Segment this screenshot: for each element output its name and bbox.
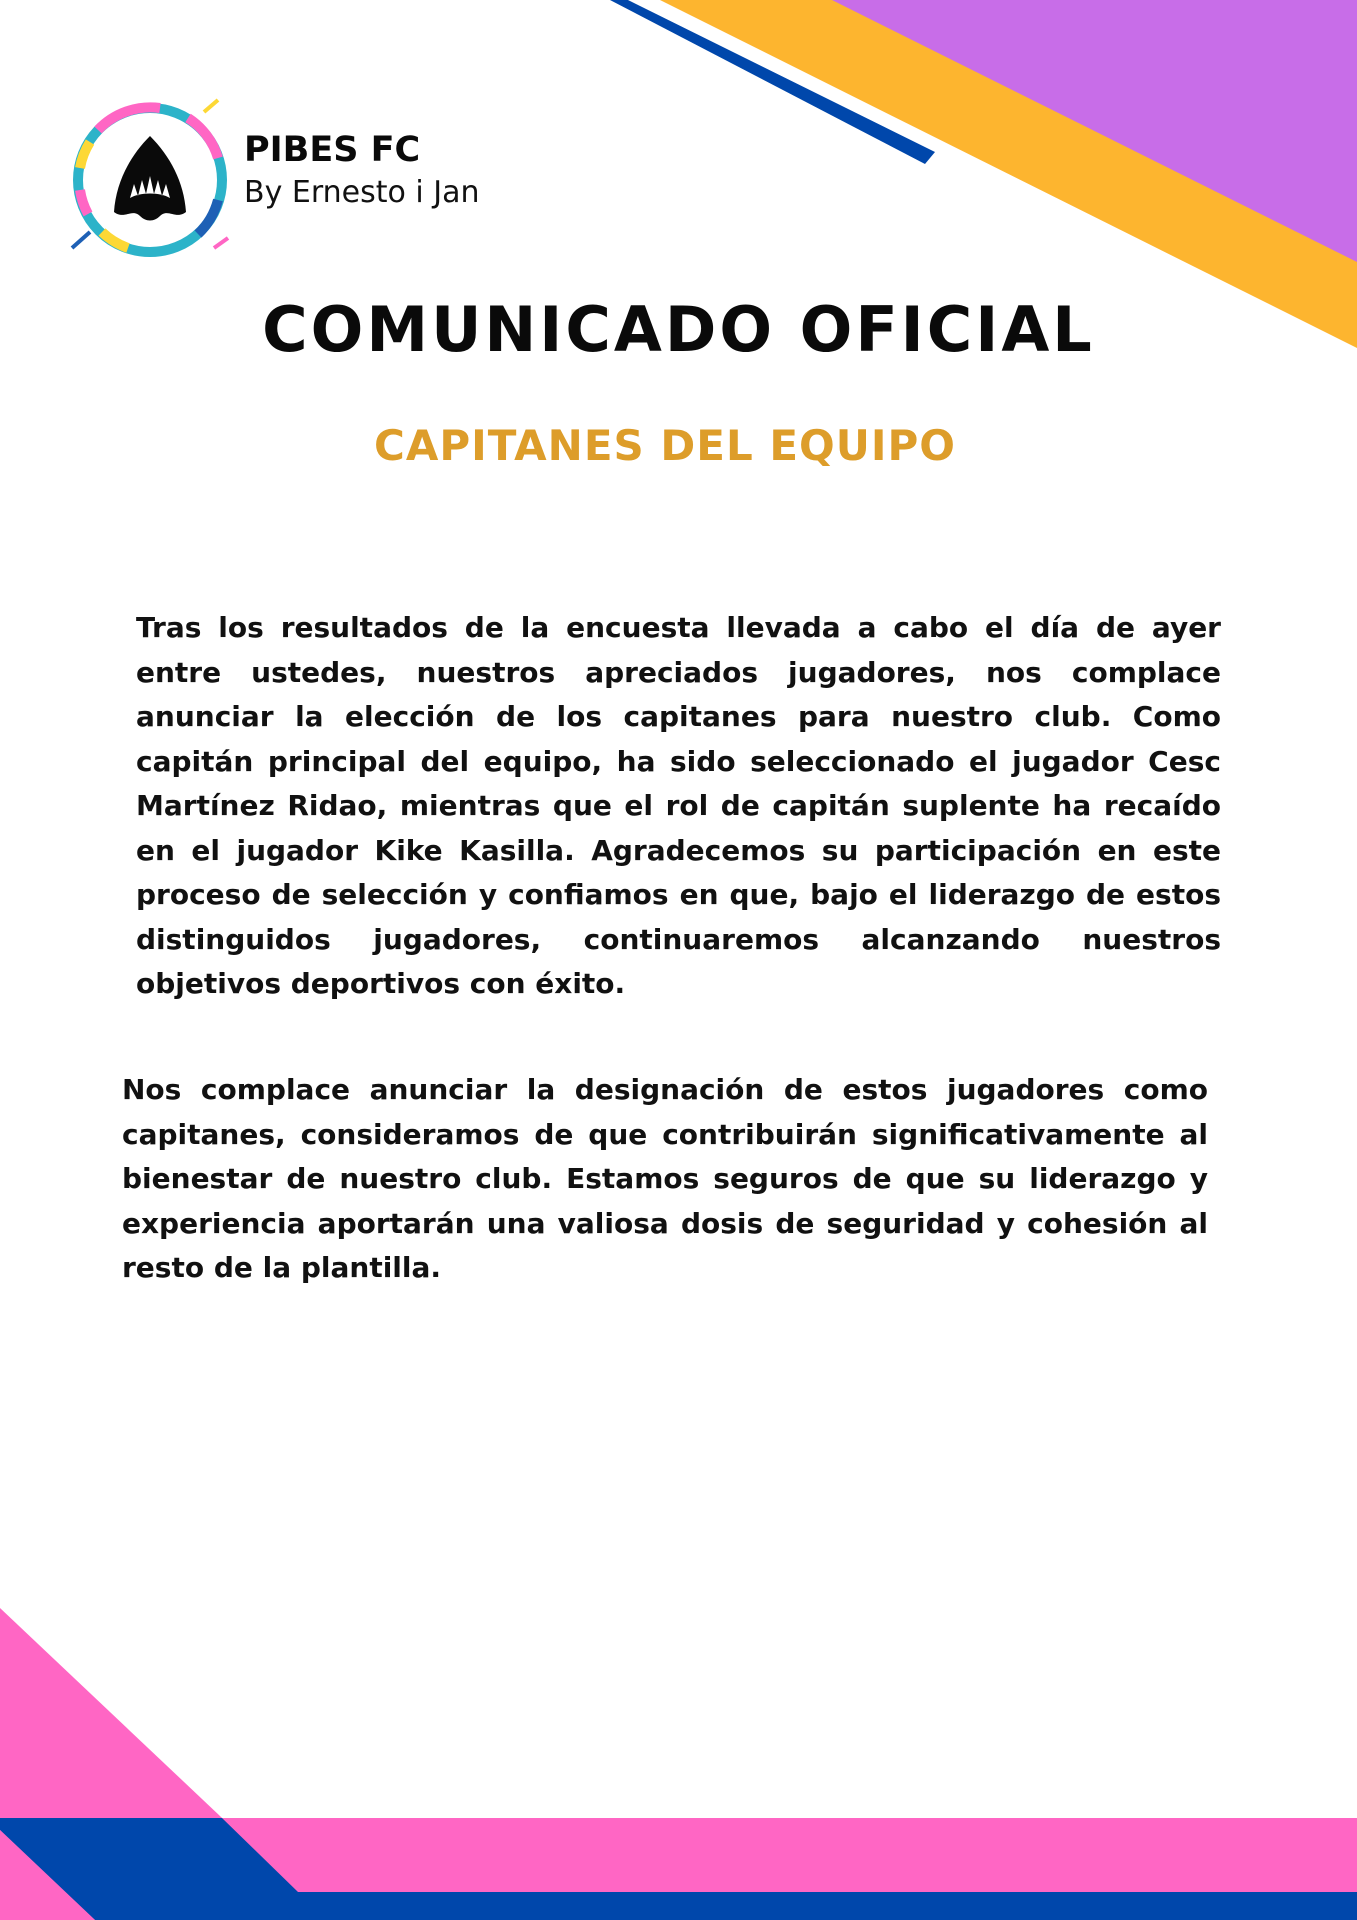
page-subtitle: CAPITANES DEL EQUIPO [374, 421, 956, 470]
blue-band [0, 1818, 1357, 1920]
shark-jaw-logo-icon [68, 98, 232, 262]
pink-band [0, 1818, 1357, 1920]
pink-triangle [0, 1608, 330, 1920]
pink-corner [0, 1830, 95, 1920]
club-byline: By Ernesto i Jan [244, 175, 480, 210]
purple-stripe [832, 0, 1357, 262]
body-paragraph-1: Tras los resultados de la encuesta llevada a cabo el día de ayer entre ustedes, nuestros apreciados jugadores, nos complace anunciar la elección de los capitanes para nuestro club. Como capitán principal del equipo, ha sido seleccionado el jugador Cesc Martínez Ridao, mientras que el rol de capitán suplente ha recaído en el jugador Kike Kasilla. Agradecemos su participación en este proceso de selección y confiamos en que, bajo el liderazgo de estos distinguidos jugadores, continuaremos alcanzando nuestros objetivos deportivos con éxito. [136, 611, 1221, 1000]
club-name: PIBES FC [244, 130, 421, 170]
body-paragraph-2: Nos complace anunciar la designación de estos jugadores como capitanes, consideramos de que contribuirán significativamente al bienestar de nuestro club. Estamos seguros de que su liderazgo y experiencia aportarán una valiosa dosis de seguridad y cohesión al resto de la plantilla. [122, 1073, 1208, 1284]
page-title: COMUNICADO OFICIAL [262, 293, 1095, 366]
